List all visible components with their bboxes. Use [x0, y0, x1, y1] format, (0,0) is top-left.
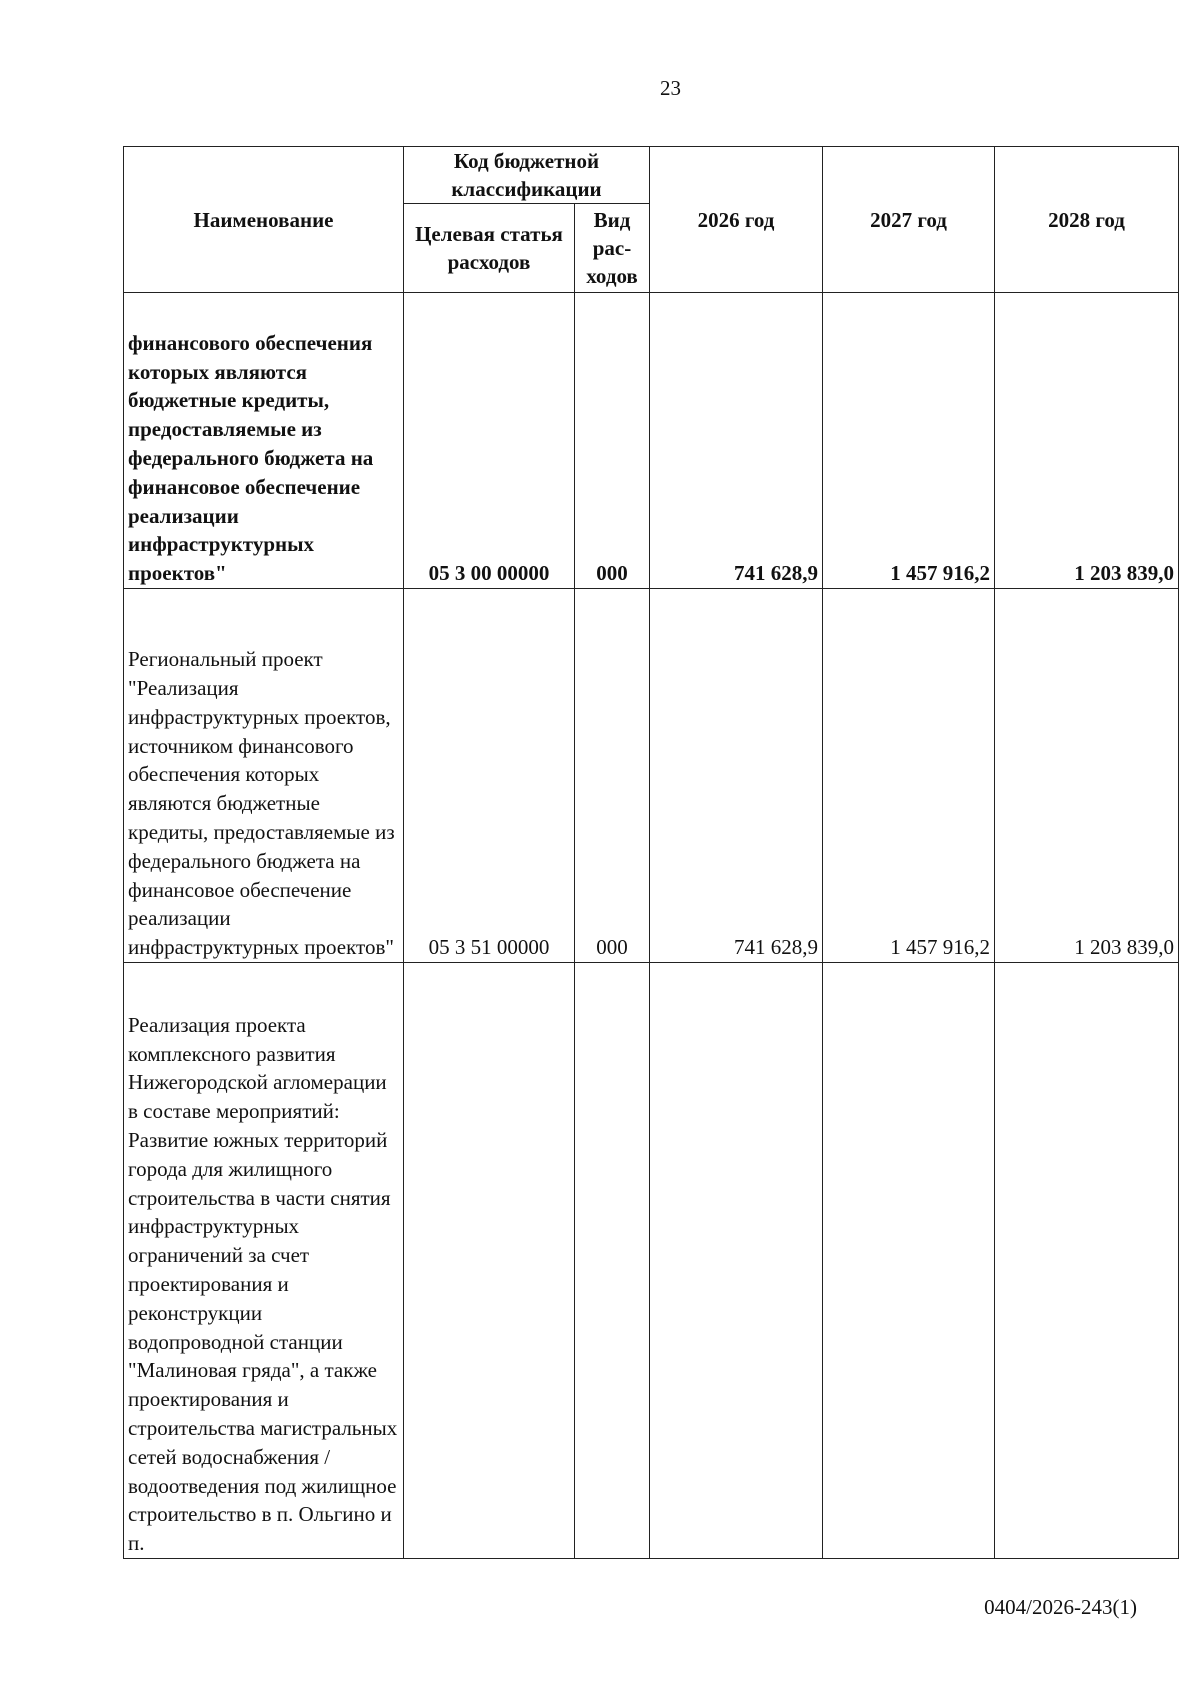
- table-row: [124, 293, 1179, 589]
- row-target-article: 05 3 00 00000: [404, 293, 575, 589]
- row-value-2026: 741 628,9: [650, 293, 823, 589]
- header-year-2027: 2027 год: [823, 147, 995, 293]
- table-row: [124, 963, 1179, 1559]
- row-target-article: 05 3 51 00000: [404, 589, 575, 963]
- row-value-2026: [650, 963, 823, 1559]
- row-name: финансового обеспечения которых являются бюджетные кредиты, предоставляемые из федерального бюджета на финансовое обеспечение реализации инфраструктурных проектов": [124, 293, 404, 589]
- budget-table: [123, 146, 1179, 1559]
- row-expense-kind: [575, 963, 650, 1559]
- row-expense-kind: 000: [575, 589, 650, 963]
- row-value-2027: [823, 963, 995, 1559]
- row-target-article: [404, 963, 575, 1559]
- row-value-2028: [995, 963, 1179, 1559]
- row-value-2027: 1 457 916,2: [823, 589, 995, 963]
- document-code: 0404/2026-243(1): [984, 1595, 1137, 1619]
- header-expense-kind: Вид рас-ходов: [575, 204, 650, 293]
- header-name: Наименование: [124, 147, 404, 293]
- header-code-group: Код бюджетной классификации: [404, 147, 650, 204]
- header-year-2026: 2026 год: [650, 147, 823, 293]
- table-header-row: [124, 147, 1179, 204]
- row-value-2026: 741 628,9: [650, 589, 823, 963]
- page-number: 23: [660, 76, 681, 100]
- row-value-2027: 1 457 916,2: [823, 293, 995, 589]
- header-target-article: Целевая статья расходов: [404, 204, 575, 293]
- row-name: Региональный проект "Реализация инфраструктурных проектов, источником финансового обеспечения которых являются бюджетные кредиты, предоставляемые из федерального бюджета на финансовое обеспечение реализации инфраструктурных проектов": [124, 589, 404, 963]
- row-value-2028: 1 203 839,0: [995, 589, 1179, 963]
- table-row: [124, 589, 1179, 963]
- row-name: Реализация проекта комплексного развития Нижегородской агломерации в составе мероприятий: Развитие южных территорий города для жилищного строительства в части снятия инфраструктурных ограничений за счет проектирования и реконструкции водопроводной станции "Малиновая гряда", а также проектирования и строительства магистральных сетей водоснабжения / водоотведения под жилищное строительство в п. Ольгино и п.: [124, 963, 404, 1559]
- row-value-2028: 1 203 839,0: [995, 293, 1179, 589]
- row-expense-kind: 000: [575, 293, 650, 589]
- header-year-2028: 2028 год: [995, 147, 1179, 293]
